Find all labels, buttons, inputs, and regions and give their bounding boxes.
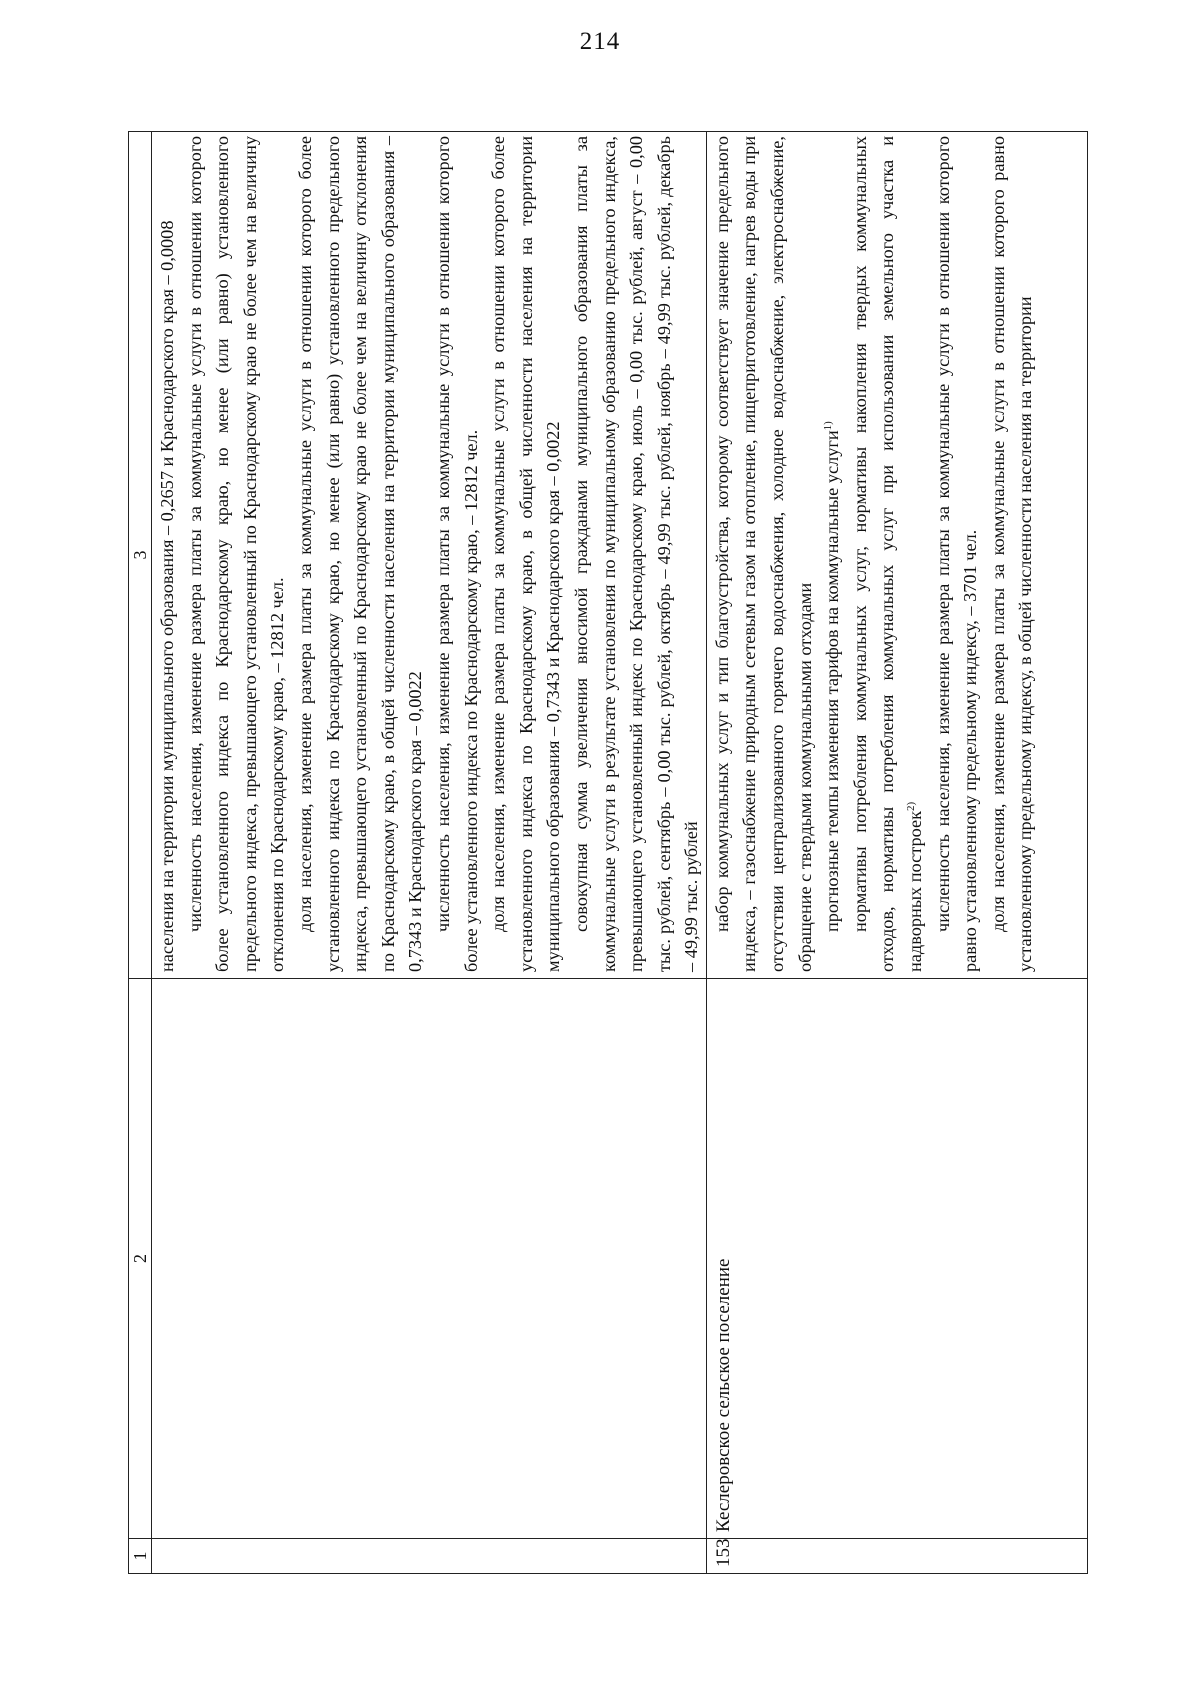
table-row <box>706 132 1087 1574</box>
paragraph: совокупная сумма увеличения вносимой гражданами муниципального образования платы за коммунальные услуги в результате установления по муниципальному образованию предельного индекса, превышающего установленный индекс по Краснодарскому краю, июль – 0,00 тыс. рублей, август – 0,00 тыс. рублей, сентябрь – 0,00 тыс. рублей, октябрь – 49,99 тыс. рублей, ноябрь – 49,99 тыс. рублей, декабрь – 49,99 тыс. рублей <box>570 136 702 972</box>
paragraph <box>847 136 930 972</box>
row-name: Кеслеровское сельское поселение <box>706 979 1087 1539</box>
paragraph-text: прогнозные темпы изменения тарифов на коммунальные услуги <box>822 430 843 932</box>
header-cell-3: 3 <box>129 132 152 979</box>
rotated-table-container <box>128 132 1088 1574</box>
footnote-mark: 2) <box>904 801 917 812</box>
row-number: 153 <box>706 1539 1087 1574</box>
footnote-mark: 1) <box>822 421 835 431</box>
paragraph: доля населения, изменение размера платы за коммунальные услуги в отношении которого более установленного индекса по Краснодарскому краю, в общей численности населения на территории муниципального образования – 0,7343 и Краснодарского края – 0,0022 <box>488 136 564 972</box>
paragraph: доля населения, изменение размера платы за коммунальные услуги в отношении которого равно установленному предельному индексу, в общей численности населения на территории <box>987 136 1036 972</box>
paragraph <box>819 136 847 972</box>
paragraph: численность населения, изменение размера платы за коммунальные услуги в отношении которого более установленного индекса по Краснодарскому краю, – 12812 чел. <box>432 136 481 972</box>
table-header-row <box>129 132 152 1574</box>
page-number: 214 <box>579 28 621 55</box>
row-number <box>152 1539 707 1574</box>
header-cell-1: 1 <box>129 1539 152 1574</box>
paragraph: набор коммунальных услуг и тип благоустройства, которому соответствует значение предельного индекса, – газоснабжение природным сетевым газом на отопление, пищеприготовление, нагрев воды при отсутствии централизованного горячего водоснабжения, холодное водоснабжение, электроснабжение, обращение с твердыми коммунальными отходами <box>711 136 815 972</box>
paragraph: доля населения, изменение размера платы за коммунальные услуги в отношении которого более установленного индекса по Краснодарскому краю, но менее (или равно) установленного предельного индекса, превышающего установленный по Краснодарскому краю не более чем на величину отклонения по Краснодарскому краю, в общей численности населения на территории муниципального образования – 0,7343 и Краснодарского края – 0,0022 <box>294 136 426 972</box>
row-description <box>706 132 1087 979</box>
paragraph: населения на территории муниципального образования – 0,2657 и Краснодарского края – 0,0008 <box>157 220 177 972</box>
row-name <box>152 979 707 1539</box>
paragraph: численность населения, изменение размера платы за коммунальные услуги в отношении которого более установленного индекса по Краснодарскому краю, но менее (или равно) установленного предельного индекса, превышающего установленный по Краснодарскому краю не более чем на величину отклонения по Краснодарскому краю, – 12812 чел. <box>184 136 288 972</box>
paragraph: численность населения, изменение размера платы за коммунальные услуги в отношении которого равно установленному предельному индексу, – 3701 чел. <box>932 136 981 972</box>
table-row <box>152 132 707 1574</box>
data-table <box>128 131 1088 1574</box>
header-cell-2: 2 <box>129 979 152 1539</box>
row-description <box>152 132 707 979</box>
paragraph-text: нормативы потребления коммунальных услуг, нормативы накопления твердых коммунальных отходов, нормативы потребления коммунальных услуг при использовании земельного участка и надворных построек <box>849 136 926 972</box>
